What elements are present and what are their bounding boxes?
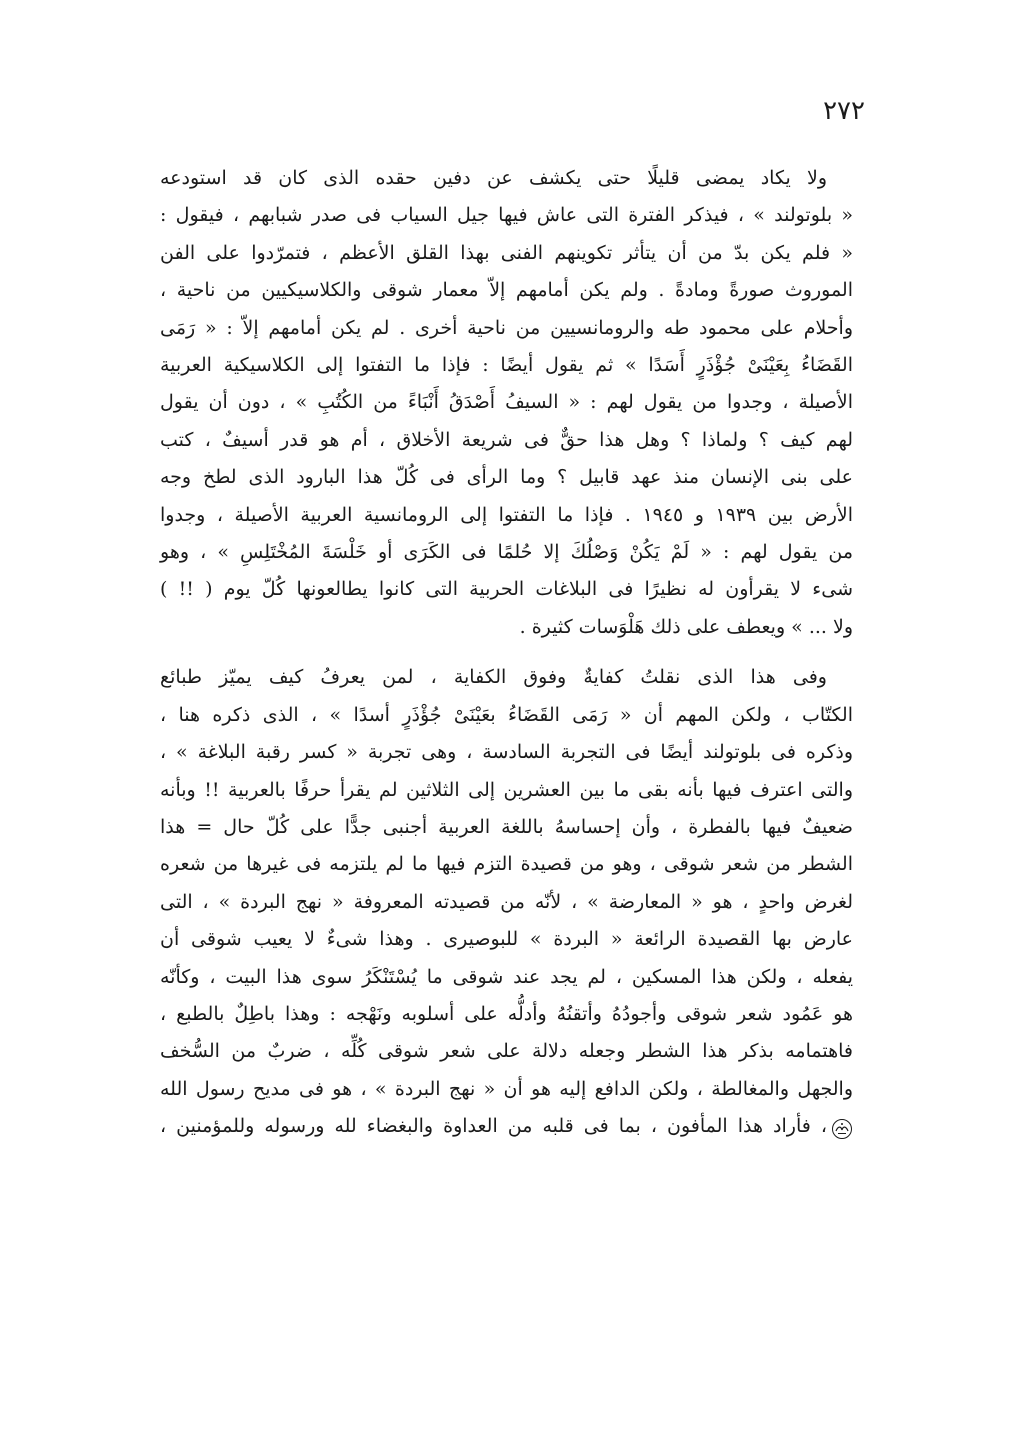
text-line: عارض بها القصيدة الرائعة « البردة » للبوصيرى . وهذا شىءٌ لا يعيب شوقى أن <box>160 928 853 951</box>
text-line: ولا ... » ويعطف على ذلك هَلْوَسات كثيرة . <box>519 615 853 638</box>
text-line: هو عَمُود شعر شوقى وأجودُهُ وأتقنُهُ وأدلُّه على أسلوبه ونَهْجه : وهذا باطِلٌ بالطبع ، <box>160 1002 853 1025</box>
text-line: الأصيلة ، وجدوا من يقول لهم : « السيفُ أَصْدَقُ أَنْبَاءً من الكُتُبِ » ، دون أن يقول <box>160 391 853 414</box>
text-line: « بلوتولند » ، فيذكر الفترة التى عاش فيها جيل السياب فى صدر شبابهم ، فيقول : <box>160 204 853 227</box>
pbuh-ligature-icon <box>831 1116 853 1138</box>
text-line: الأرض بين ١٩٣٩ و ١٩٤٥ . فإذا ما التفتوا إلى الرومانسية العربية الأصيلة ، وجدوا <box>160 503 854 526</box>
text-line: لهم كيف ؟ ولماذا ؟ وهل هذا حقٌّ فى شريعة الأخلاق ، أم هو قدر أسيفٌ ، كتب <box>160 428 853 451</box>
text-line: وذكره فى بلوتولند أيضًا فى التجربة السادسة ، وهى تجربة « كسر رقبة البلاغة » ، <box>160 741 853 764</box>
text-line: القَضَاءُ بِعَيْنَىْ جُؤْذَرٍ أَسَدًا » ثم يقول أيضًا : فإذا ما التفتوا إلى الكلاسيكية العربية <box>160 354 853 377</box>
text-line: وأحلام على محمود طه والرومانسيين من ناحية أخرى . لم يكن أمامهم إلاّ : « رَمَى <box>160 316 853 339</box>
text-line: شىء لا يقرأون له نظيرًا فى البلاغات الحربية التى كانوا يطالعونها كُلّ يوم ( !! ) <box>160 578 853 601</box>
text-line: « فلم يكن بدّ من أن يتأثر تكوينهم الفنى بهذا القلق الأعظم ، فتمرّدوا على الفن <box>160 241 853 264</box>
text-line: ضعيفٌ فيها بالفطرة ، وأن إحساسهُ باللغة العربية أجنبى جدًّا على كُلّ حال = هذا <box>160 815 853 838</box>
text-line: الموروث صورةً ومادةً . ولم يكن أمامهم إلاّ معمار شوقى والكلاسيكيين من ناحية ، <box>160 279 853 302</box>
text-line-with-honorific <box>160 1108 853 1145</box>
text-line: يفعله ، ولكن هذا المسكين ، لم يجد عند شوقى ما يُسْتَنْكَرُ سوى هذا البيت ، وكأنّه <box>160 965 853 988</box>
text-line: والتى اعترف فيها بأنه بقى ما بين العشرين إلى الثلاثين لم يقرأ حرفًا بالعربية !! وبأنه <box>160 778 853 801</box>
text-line: لغرض واحدٍ ، هو « المعارضة » ، لأنّه من قصيدته المعروفة « نهج البردة » ، التى <box>160 890 853 913</box>
text-line: فاهتمامه بذكر هذا الشطر وجعله دلالة على شعر شوقى كُلِّه ، ضربٌ من السُّخف <box>160 1040 853 1063</box>
text-line: على بنى الإنسان منذ عهد قابيل ؟ وما الرأى فى كُلّ هذا البارود الذى لطخ وجه <box>160 466 853 489</box>
text-line: من يقول لهم : « لَمْ يَكُنْ وَصْلُكَ إلا حُلمًا فى الكَرَى أو خَلْسَةَ المُخْتَلِسِ » ، وهو <box>160 541 853 564</box>
text-line: الشطر من شعر شوقى ، وهو من قصيدة التزم فيها ما لم يلتزمه فى غيرها من شعره <box>160 853 853 876</box>
text-line: الكتّاب ، ولكن المهم أن « رَمَى القَضَاءُ بعَيْنَىْ جُؤْذَرٍ أسدًا » ، الذى ذكره هنا ، <box>160 703 853 726</box>
text-line: ، فأراد هذا المأفون ، بما فى قلبه من العداوة والبغضاء لله ورسوله وللمؤمنين ، <box>160 1115 827 1138</box>
paragraph-1 <box>160 160 853 646</box>
body-text <box>160 160 853 1146</box>
text-line: والجهل والمغالطة ، ولكن الدافع إليه هو أن « نهج البردة » ، هو فى مديح رسول الله <box>160 1077 853 1100</box>
page-number: ٢٧٢ <box>823 96 865 126</box>
text-line: وفى هذا الذى نقلتُ كفايةٌ وفوق الكفاية ، لمن يعرفُ كيف يميّز طبائع <box>160 666 827 689</box>
text-line: ولا يكاد يمضى قليلًا حتى يكشف عن دفين حقده الذى كان قد استودعه <box>160 167 827 189</box>
paragraph-2 <box>160 659 853 1145</box>
